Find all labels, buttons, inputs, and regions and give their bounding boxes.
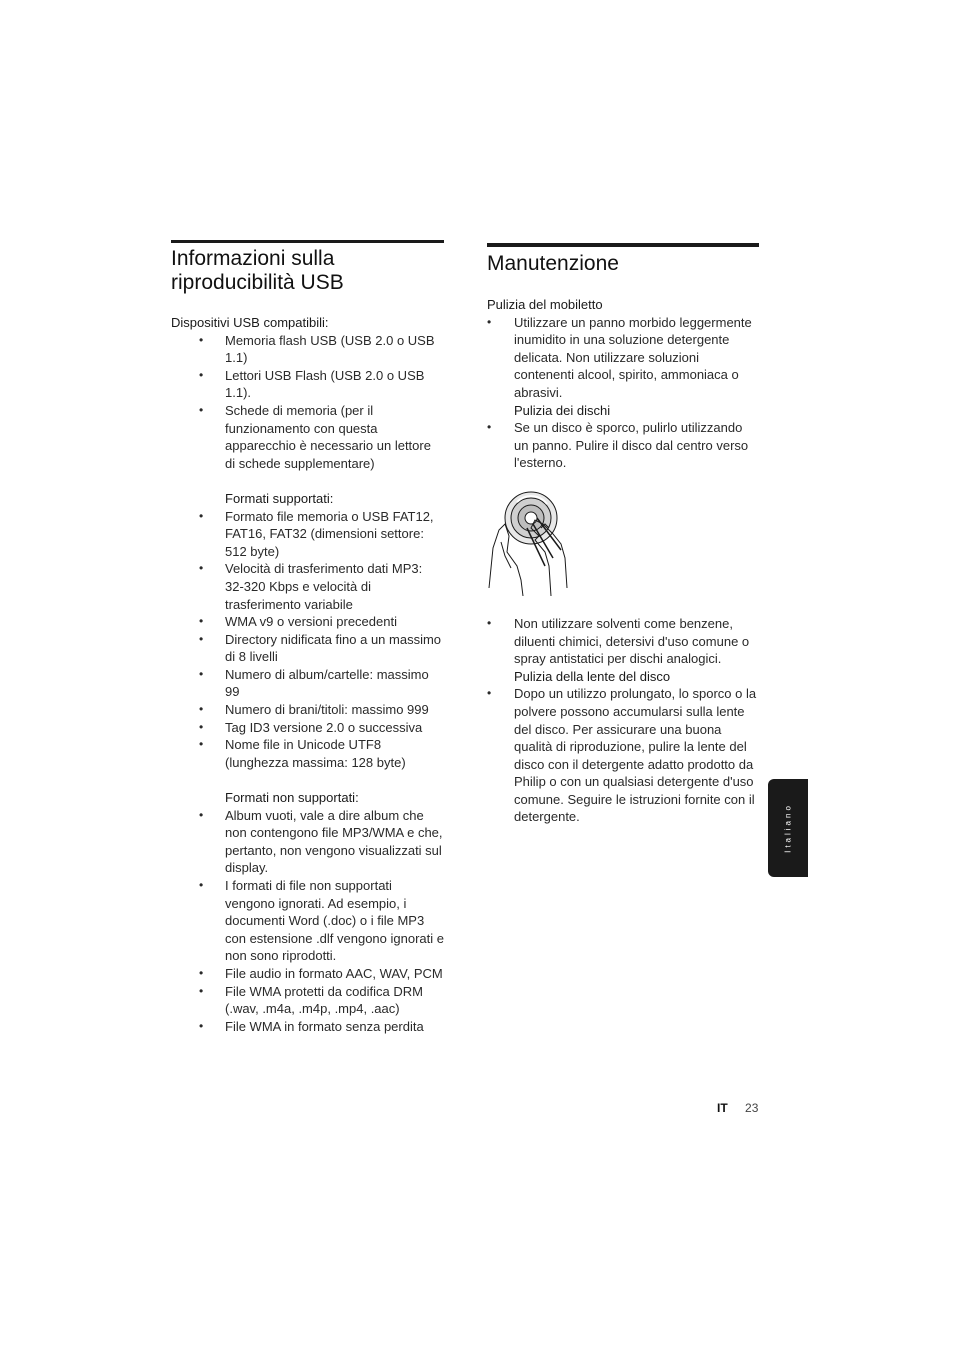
list-item: • Lettori USB Flash (USB 2.0 o USB 1.1). [199,367,425,401]
lens-heading: Pulizia della lente del disco [514,668,671,684]
footer-language: IT [717,1101,728,1115]
language-tab-label: Italiano [783,803,793,853]
discs-heading: Pulizia dei dischi [514,402,611,418]
maintenance-title: Manutenzione [487,252,619,275]
list-item: • Formato file memoria o USB FAT12, FAT16, FAT32 (dimensioni settore: 512 byte) [199,508,434,559]
right-column [487,243,759,826]
page-footer [717,1101,758,1115]
list-item: • Directory nidificata fino a un massimo di 8 livelli [199,631,442,665]
list-item: • Se un disco è sporco, pulirlo utilizzando un panno. Pulire il disco dal centro verso l'esterno. [487,420,749,471]
lens-list [487,685,759,826]
disc-cleaning-illustration [487,488,569,596]
list-item: • WMA v9 o versioni precedenti [199,614,397,630]
cabinet-heading: Pulizia del mobiletto [487,297,603,312]
list-item: • Numero di brani/titoli: massimo 999 [199,702,429,718]
page-number: 23 [745,1101,759,1115]
section-rule [171,240,444,243]
compat-list [171,332,444,473]
list-item: • Schede di memoria (per il funzionamento con questa apparecchio è necessario un lettore di schede supplementare) [199,402,431,471]
cabinet-list [487,314,759,402]
list-item: • Album vuoti, vale a dire album che non contengono file MP3/WMA e che, pertanto, non vengono visualizzati sul display. [199,807,443,876]
section-rule [487,243,759,247]
list-item: • Velocità di trasferimento dati MP3: 32-320 Kbps e velocità di trasferimento variabile [199,561,423,612]
usb-section-title: Informazioni sulla riproducibilità USB [171,247,344,294]
supported-list [171,508,444,772]
supported-heading: Formati supportati: [225,490,334,506]
list-item: • Utilizzare un panno morbido leggermente inumidito in una soluzione detergente delicata. Non utilizzare soluzioni contenenti alcool, spirito, ammoniaca o abrasivi. [487,314,752,400]
unsupported-list [171,807,444,1036]
list-item: • Numero di album/cartelle: massimo 99 [199,666,429,700]
list-item: • File WMA in formato senza perdita [199,1018,424,1034]
compat-heading: Dispositivi USB compatibili: [171,315,329,330]
language-side-tab [768,779,808,877]
discs-list [487,419,759,472]
list-item: • I formati di file non supportati vengono ignorati. Ad esempio, i documenti Word (.doc) o i file MP3 con estensione .dlf vengono ignorati e non sono riprodotti. [199,878,444,964]
unsupported-heading: Formati non supportati: [225,790,359,806]
list-item: • Non utilizzare solventi come benzene, diluenti chimici, detersivi d'uso comune o spray antistatici per dischi analogici. [487,615,750,667]
solvents-list [487,615,759,668]
list-item: • Nome file in Unicode UTF8 (lunghezza massima: 128 byte) [199,737,406,770]
list-item: • Memoria flash USB (USB 2.0 o USB 1.1) [199,332,435,366]
list-item: • Tag ID3 versione 2.0 o successiva [199,719,423,735]
left-column [171,240,444,1035]
list-item: • File audio in formato AAC, WAV, PCM [199,965,443,981]
list-item: • Dopo un utilizzo prolungato, lo sporco o la polvere possono accumularsi sulla lente del disco. Per assicurare una buona qualità di riproduzione, pulire la lente del disco con il detergente adatto prodotto da Philip o con un qualsiasi detergente d'uso comune. Seguire le istruzioni fornite con il detergente. [487,686,757,825]
list-item: • File WMA protetti da codifica DRM (.wav, .m4a, .m4p, .mp4, .aac) [199,983,423,1017]
